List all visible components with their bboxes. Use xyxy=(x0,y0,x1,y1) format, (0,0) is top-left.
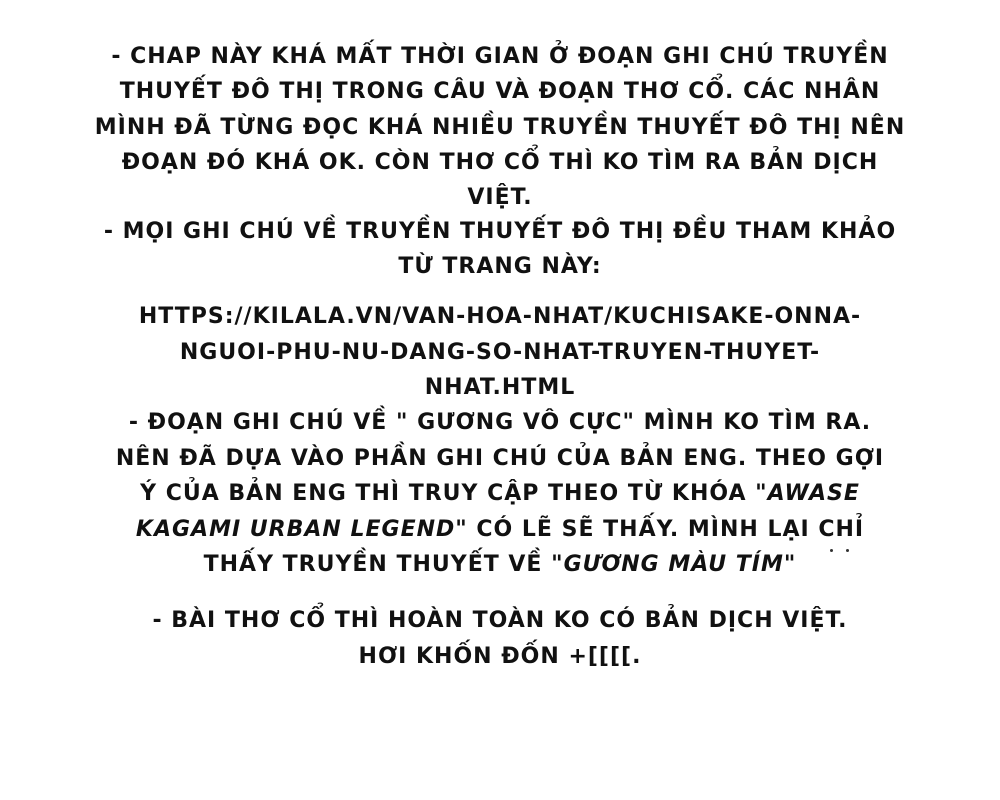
note-line: - BÀI THƠ CỔ THÌ HOÀN TOÀN KO CÓ BẢN DỊCH VIỆT. xyxy=(152,608,848,633)
note-line: HƠI KHỐN ĐỐN +[[[[. xyxy=(358,644,642,669)
note-line: VIỆT. xyxy=(467,185,533,210)
keyword-italic: AWASE xyxy=(767,481,860,506)
note-line: NÊN ĐÃ DỰA VÀO PHẦN GHI CHÚ CỦA BẢN ENG. THEO GỢI xyxy=(115,446,885,471)
note-line: - MỌI GHI CHÚ VỀ TRUYỀN THUYẾT ĐÔ THỊ ĐỀU THAM KHẢO xyxy=(103,219,897,244)
stray-dot xyxy=(830,549,833,552)
note-line xyxy=(0,477,1000,511)
note-line: - CHAP NÀY KHÁ MẤT THỜI GIAN Ở ĐOẠN GHI CHÚ TRUYỀN xyxy=(111,44,889,69)
keyword-italic: GƯƠNG MÀU TÍM xyxy=(563,552,784,577)
note-line: MÌNH ĐÃ TỪNG ĐỌC KHÁ NHIỀU TRUYỀN THUYẾT ĐÔ THỊ NÊN xyxy=(94,115,906,140)
keyword-italic: KAGAMI URBAN LEGEND xyxy=(135,517,456,542)
note-line xyxy=(0,513,1000,547)
note-text: " CÓ LẼ SẼ THẤY. MÌNH LẠI CHỈ xyxy=(455,517,865,542)
note-text: THẤY TRUYỀN THUYẾT VỀ " xyxy=(203,552,564,577)
stray-dot xyxy=(846,549,849,552)
note-line: - ĐOẠN GHI CHÚ VỀ " GƯƠNG VÔ CỰC" MÌNH KO TÌM RA. xyxy=(128,410,872,435)
url-line: HTTPS://KILALA.VN/VAN-HOA-NHAT/KUCHISAKE-ONNA- xyxy=(138,304,862,329)
note-line: TỪ TRANG NÀY: xyxy=(398,254,602,279)
note-line: THUYẾT ĐÔ THỊ TRONG CÂU VÀ ĐOẠN THƠ CỔ. CÁC NHÂN xyxy=(119,79,881,104)
note-text: " xyxy=(783,552,797,577)
url-line: NGUOI-PHU-NU-DANG-SO-NHAT-TRUYEN-THUYET- xyxy=(179,340,821,365)
note-text: Ý CỦA BẢN ENG THÌ TRUY CẬP THEO TỪ KHÓA " xyxy=(140,481,768,506)
note-line: ĐOẠN ĐÓ KHÁ OK. CÒN THƠ CỔ THÌ KO TÌM RA BẢN DỊCH xyxy=(121,150,879,175)
url-line: NHAT.HTML xyxy=(424,375,576,400)
note-line xyxy=(0,548,1000,582)
